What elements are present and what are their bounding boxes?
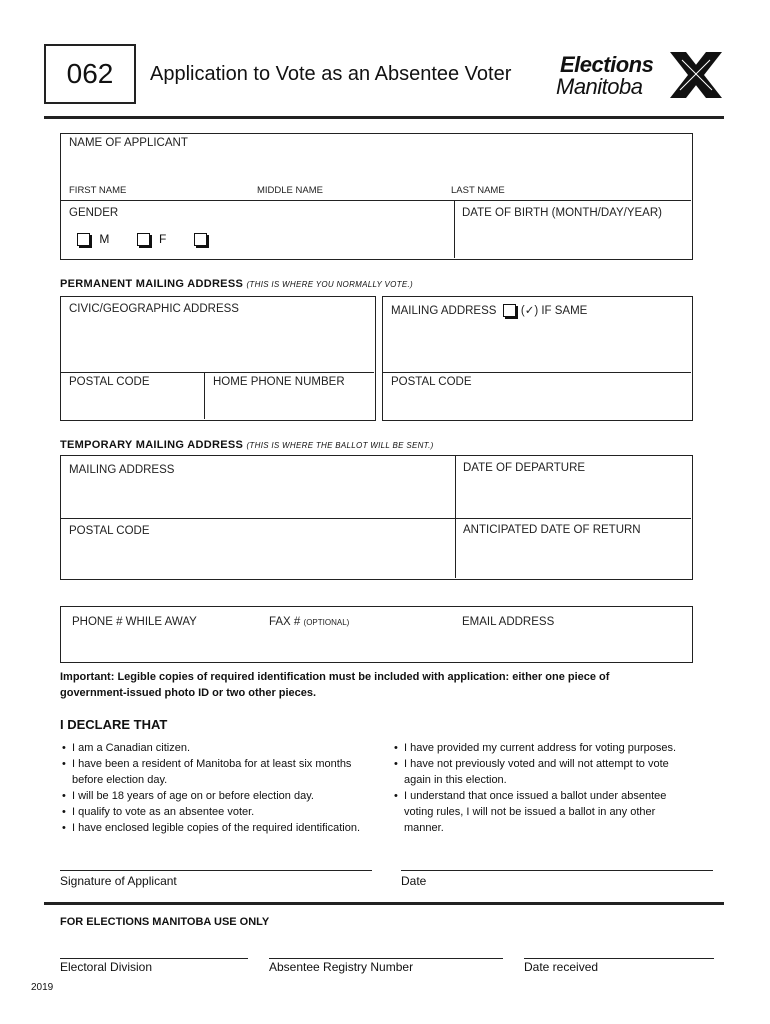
temp-postal-code-field[interactable] — [69, 544, 453, 574]
fax-field[interactable] — [269, 633, 459, 659]
list-item: • I have not previously voted and will not attempt to vote again in this election. — [392, 756, 692, 788]
permanent-left-box — [60, 296, 376, 421]
date-line[interactable] — [401, 870, 713, 871]
home-phone-field[interactable] — [213, 393, 373, 417]
if-same-label: (✓) IF SAME — [520, 305, 588, 317]
gender-m-label: M — [99, 232, 110, 246]
permanent-address-heading: PERMANENT MAILING ADDRESS (THIS IS WHERE YOU NORMALLY VOTE.) — [60, 278, 413, 290]
same-address-checkbox[interactable] — [503, 304, 516, 317]
dob-label: DATE OF BIRTH (MONTH/DAY/YEAR) — [462, 207, 662, 219]
permanent-mailing-address-field[interactable] — [391, 323, 687, 369]
civic-address-field[interactable] — [69, 323, 369, 369]
dob-field[interactable] — [462, 226, 686, 254]
return-date-field[interactable] — [463, 544, 687, 574]
list-item: • I will be 18 years of age on or before election day. — [60, 788, 380, 804]
header-divider — [44, 116, 724, 119]
office-use-heading: FOR ELECTIONS MANITOBA USE ONLY — [60, 916, 270, 928]
temporary-address-heading: TEMPORARY MAILING ADDRESS (THIS IS WHERE THE BALLOT WILL BE SENT.) — [60, 439, 434, 451]
declare-heading: I DECLARE THAT — [60, 717, 168, 732]
list-item: • I understand that once issued a ballot under absentee voting rules, I will not be issued a ballot in any other manner. — [392, 788, 692, 836]
applicant-name-field[interactable] — [69, 156, 683, 186]
name-of-applicant-label: NAME OF APPLICANT — [69, 137, 188, 149]
form-number-box — [44, 44, 136, 104]
registry-number-label: Absentee Registry Number — [269, 960, 414, 974]
x-logo-icon — [668, 50, 724, 100]
electoral-division-line[interactable] — [60, 958, 248, 959]
return-date-label: ANTICIPATED DATE OF RETURN — [463, 524, 641, 536]
temp-postal-code-label: POSTAL CODE — [69, 525, 150, 537]
phone-while-away-label: PHONE # WHILE AWAY — [72, 616, 197, 628]
first-name-label: FIRST NAME — [69, 185, 127, 196]
elections-manitoba-logo: Elections Manitoba — [556, 52, 726, 102]
departure-date-field[interactable] — [463, 482, 687, 512]
mailing-address-same — [391, 303, 587, 317]
email-label: EMAIL ADDRESS — [462, 616, 555, 628]
temporary-address-box — [60, 455, 693, 580]
declare-list-left — [60, 740, 380, 836]
contact-box — [60, 606, 693, 663]
row-divider — [383, 372, 691, 373]
permanent-address-note: (THIS IS WHERE YOU NORMALLY VOTE.) — [246, 280, 413, 289]
temp-mailing-address-label: MAILING ADDRESS — [69, 464, 175, 476]
column-divider — [454, 200, 455, 258]
list-item: • I qualify to vote as an absentee voter. — [60, 804, 380, 820]
list-item: • I am a Canadian citizen. — [60, 740, 380, 756]
permanent-right-box — [382, 296, 693, 421]
last-name-label: LAST NAME — [451, 185, 505, 196]
mailing-postal-code-label: POSTAL CODE — [391, 376, 472, 388]
office-divider — [44, 902, 724, 905]
temporary-address-note: (THIS IS WHERE THE BALLOT WILL BE SENT.) — [246, 441, 434, 450]
row-divider — [61, 200, 691, 201]
gender-options — [77, 232, 207, 246]
temp-mailing-address-field[interactable] — [69, 484, 453, 514]
phone-while-away-field[interactable] — [72, 633, 262, 659]
gender-other-checkbox[interactable] — [194, 233, 207, 246]
permanent-postal-code-field[interactable] — [69, 393, 201, 417]
signature-label: Signature of Applicant — [60, 874, 177, 888]
mailing-address-label: MAILING ADDRESS — [391, 305, 497, 317]
column-divider — [204, 372, 205, 419]
page-title: Application to Vote as an Absentee Voter — [150, 63, 512, 85]
row-divider — [61, 518, 691, 519]
column-divider — [455, 456, 456, 578]
date-received-line[interactable] — [524, 958, 714, 959]
date-label: Date — [401, 874, 427, 888]
date-received-label: Date received — [524, 960, 599, 974]
electoral-division-label: Electoral Division — [60, 960, 153, 974]
registry-number-line[interactable] — [269, 958, 503, 959]
gender-f-label: F — [159, 232, 167, 246]
gender-label: GENDER — [69, 207, 119, 219]
footer-year: 2019 — [31, 982, 54, 993]
list-item: • I have enclosed legible copies of the required identification. — [60, 820, 380, 836]
applicant-section — [60, 133, 693, 260]
gender-m-checkbox[interactable] — [77, 233, 90, 246]
email-field[interactable] — [462, 633, 686, 659]
postal-code-label: POSTAL CODE — [69, 376, 150, 388]
fax-optional-note: (OPTIONAL) — [303, 618, 350, 627]
list-item: • I have provided my current address for voting purposes. — [392, 740, 692, 756]
departure-date-label: DATE OF DEPARTURE — [463, 462, 586, 474]
middle-name-label: MIDDLE NAME — [257, 185, 323, 196]
row-divider — [61, 372, 374, 373]
signature-line[interactable] — [60, 870, 372, 871]
list-item: • I have been a resident of Manitoba for at least six months before election day. — [60, 756, 380, 788]
gender-f-checkbox[interactable] — [137, 233, 150, 246]
form-number: 062 — [66, 58, 114, 89]
fax-label: FAX # (OPTIONAL) — [269, 616, 350, 628]
declare-list-right — [392, 740, 692, 836]
home-phone-label: HOME PHONE NUMBER — [213, 376, 345, 388]
civic-address-label: CIVIC/GEOGRAPHIC ADDRESS — [69, 303, 239, 315]
mailing-postal-code-field[interactable] — [391, 393, 687, 417]
important-note: Important: Legible copies of required identification must be included with application: either one piece of government-issued photo ID or two other pieces. — [60, 671, 610, 699]
